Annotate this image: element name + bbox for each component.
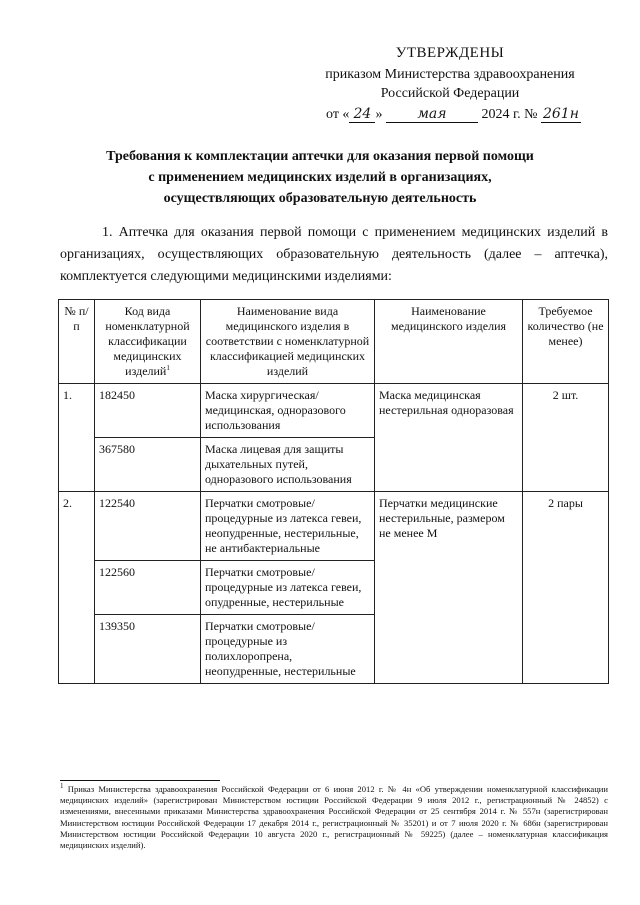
intro-text [60,222,608,288]
row-type-name: Маска хирургическая/ медицинская, одноразового использования [201,384,375,438]
row-code: 182450 [95,384,201,438]
row-type-name: Перчатки смотровые/ процедурные из латекса гевеи, неопудренные, нестерильные, не антибактериальные [201,492,375,561]
approval-block [300,44,600,124]
header-num: № п/п [59,300,95,384]
header-type-name: Наименование вида медицинского изделия в соответствии с номенклатурной классификацией медицинских изделий [201,300,375,384]
approval-date-line [300,105,600,124]
row-item-name: Маска медицинская нестерильная одноразовая [375,384,523,492]
row-type-name: Перчатки смотровые/ процедурные из латекса гевеи, опудренные, нестерильные [201,561,375,615]
row-code: 139350 [95,615,201,684]
header-qty: Требуемое количество (не менее) [523,300,609,384]
header-code-label: Код вида номенклатурной классификации медицинских изделий [105,304,190,378]
header-code-footnote-mark: 1 [166,364,170,372]
requirements-title-line-3: осуществляющих образовательную деятельность [163,191,477,206]
row-num: 1. [59,384,95,492]
footnote-divider [60,780,220,781]
date-day: 24 [349,107,375,123]
row-code: 122540 [95,492,201,561]
approval-line-2: Российской Федерации [380,86,520,101]
date-year: 2024 г. № [481,107,538,122]
order-number: 261н [541,107,581,123]
header-item-name: Наименование медицинского изделия [375,300,523,384]
requirements-title-line-2: с применением медицинских изделий в организациях, [148,170,492,185]
table-row [59,384,609,438]
row-num: 2. [59,492,95,684]
table-header-row [59,300,609,384]
date-prefix: от « [326,107,350,122]
footnote-mark: 1 [60,782,64,791]
footnote [60,784,608,851]
requirements-title [60,146,580,209]
footnote-text: Приказ Министерства здравоохранения Российской Федерации от 6 июня 2012 г. № 4н «Об утверждении номенклатурной классификации медицинских изделий» (зарегистрирован Министерством юстиции Российской Федерации 9 июля 2012 г., регистрационный № 24852) с изменениями, внесенными приказами Министерства здравоохранения Российской Федерации от 25 сентября 2014 г. № 557н (зарегистрирован Министерством юстиции Российской Федерации 17 декабря 2014 г., регистрационный № 35201) и от 7 июля 2020 г. № 686н (зарегистрирован Министерством юстиции Российской Федерации 10 августа 2020 г., регистрационный № 59225) (далее – номенклатурная классификация медицинских изделий). [60,784,608,851]
row-code: 122560 [95,561,201,615]
row-qty: 2 шт. [523,384,609,492]
equipment-table [58,299,609,684]
row-code: 367580 [95,438,201,492]
row-item-name: Перчатки медицинские нестерильные, размером не менее M [375,492,523,684]
date-month: мая [386,107,478,123]
approval-line-1: приказом Министерства здравоохранения [325,67,575,82]
table-row [59,492,609,561]
row-type-name: Маска лицевая для защиты дыхательных путей, одноразового использования [201,438,375,492]
requirements-title-line-1: Требования к комплектации аптечки для оказания первой помощи [106,149,534,164]
date-mid: » [375,107,383,122]
header-code [95,300,201,384]
approval-title: УТВЕРЖДЕНЫ [395,45,505,61]
intro-paragraph-1: 1. Аптечка для оказания первой помощи с применением медицинских изделий в организациях, осуществляющих образовательную деятельность (далее – аптечка), комплектуется следующими медицинскими изделиями: [60,225,608,284]
row-qty: 2 пары [523,492,609,684]
row-type-name: Перчатки смотровые/ процедурные из полихлоропрена, неопудренные, нестерильные [201,615,375,684]
